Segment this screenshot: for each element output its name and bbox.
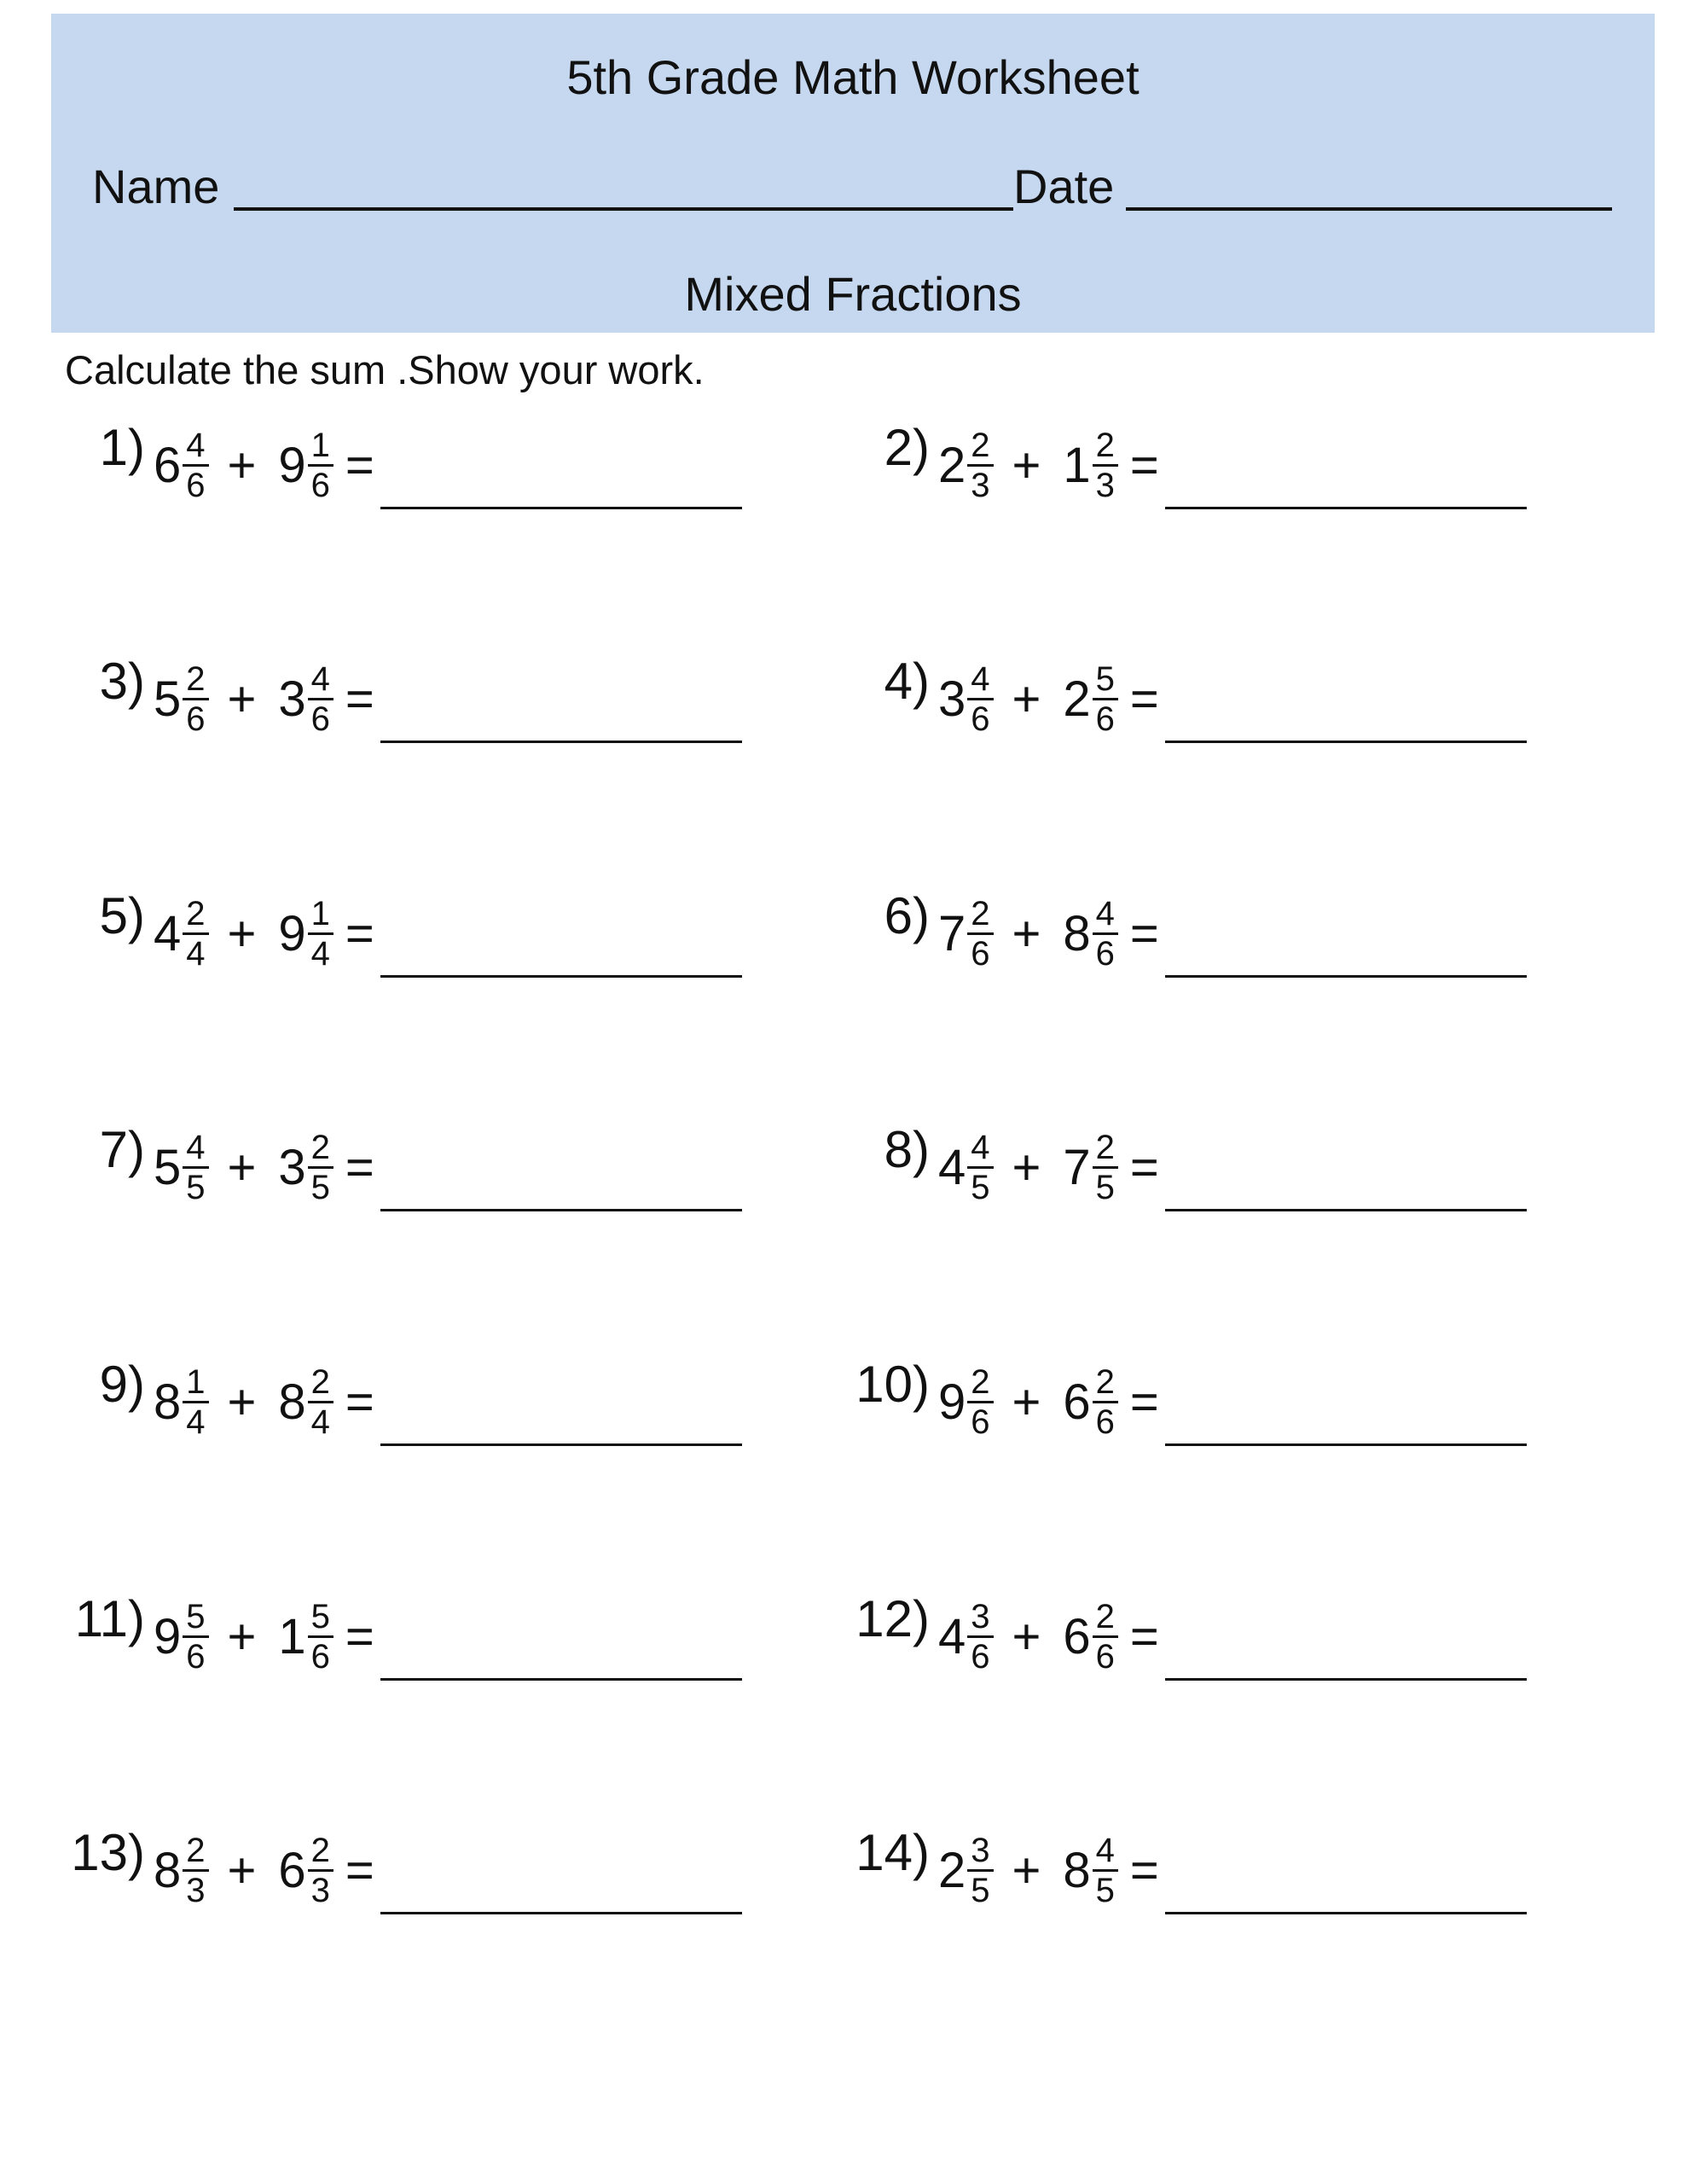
plus-sign: +	[227, 1842, 257, 1898]
whole-part: 8	[1063, 905, 1091, 961]
fraction	[1093, 1365, 1118, 1439]
problem-number: 11)	[74, 1590, 145, 1647]
denominator: 6	[971, 1403, 990, 1441]
answer-line[interactable]	[380, 975, 742, 978]
whole-part: 2	[938, 437, 966, 493]
whole-part: 3	[278, 1139, 306, 1195]
numerator: 1	[308, 428, 333, 467]
problem-number: 3)	[99, 653, 145, 710]
problem-expression	[938, 662, 1159, 736]
numerator: 2	[1093, 1130, 1118, 1169]
mixed-number-first	[154, 1365, 209, 1439]
denominator: 6	[1095, 1638, 1115, 1676]
denominator: 3	[310, 1872, 330, 1909]
fraction	[308, 1600, 333, 1674]
numerator: 4	[967, 662, 993, 700]
equals-sign: =	[345, 1608, 374, 1664]
problem-expression	[938, 1600, 1159, 1674]
answer-line[interactable]	[380, 741, 742, 743]
plus-sign: +	[227, 1374, 257, 1430]
numerator: 2	[1093, 428, 1118, 467]
answer-line[interactable]	[380, 1209, 742, 1211]
fraction	[308, 897, 333, 971]
fraction	[1093, 897, 1118, 971]
answer-line[interactable]	[380, 1443, 742, 1446]
answer-line[interactable]	[380, 507, 742, 509]
fraction	[1093, 1600, 1118, 1674]
name-label: Name	[92, 160, 220, 213]
mixed-number-first	[154, 428, 209, 502]
denominator: 6	[971, 935, 990, 973]
plus-sign: +	[1012, 671, 1041, 727]
fraction	[308, 662, 333, 736]
denominator: 4	[186, 1403, 206, 1441]
numerator: 4	[1093, 897, 1118, 935]
worksheet-title: 5th Grade Math Worksheet	[566, 50, 1140, 104]
problem-13	[0, 1823, 768, 1951]
whole-part: 3	[278, 671, 306, 727]
equals-sign: =	[1129, 1139, 1159, 1195]
mixed-number-first	[938, 1130, 994, 1205]
problem-expression	[154, 1365, 374, 1439]
mixed-number-second	[278, 1833, 333, 1908]
problem-expression	[938, 1365, 1159, 1439]
mixed-number-first	[938, 1600, 994, 1674]
name-field-line[interactable]	[234, 207, 1013, 211]
problem-number: 9)	[99, 1356, 145, 1413]
problem-number: 10)	[855, 1356, 930, 1413]
denominator: 6	[1095, 1403, 1115, 1441]
mixed-number-second	[1063, 1130, 1118, 1205]
numerator: 5	[183, 1600, 208, 1638]
numerator: 4	[308, 662, 333, 700]
problem-number: 7)	[99, 1121, 145, 1178]
fraction	[967, 1130, 993, 1205]
numerator: 2	[967, 428, 993, 467]
numerator: 1	[308, 897, 333, 935]
answer-line[interactable]	[1165, 1678, 1527, 1681]
denominator: 3	[1095, 467, 1115, 504]
plus-sign: +	[1012, 1608, 1041, 1664]
fraction	[967, 1600, 993, 1674]
problem-number: 6)	[884, 887, 930, 944]
plus-sign: +	[227, 437, 257, 493]
fraction	[1093, 662, 1118, 736]
denominator: 6	[310, 1638, 330, 1676]
fraction	[183, 1833, 208, 1908]
whole-part: 3	[938, 671, 966, 727]
numerator: 2	[967, 1365, 993, 1403]
answer-line[interactable]	[1165, 1443, 1527, 1446]
whole-part: 7	[1063, 1139, 1091, 1195]
denominator: 6	[971, 700, 990, 738]
numerator: 2	[308, 1130, 333, 1169]
whole-part: 9	[938, 1374, 966, 1430]
problem-number: 1)	[99, 419, 145, 476]
plus-sign: +	[1012, 1139, 1041, 1195]
fraction	[308, 1365, 333, 1439]
whole-part: 6	[154, 437, 182, 493]
whole-part: 8	[1063, 1842, 1091, 1898]
problem-9	[0, 1355, 768, 1483]
problem-expression	[154, 1833, 374, 1908]
numerator: 1	[183, 1365, 208, 1403]
numerator: 2	[183, 897, 208, 935]
plus-sign: +	[227, 1608, 257, 1664]
whole-part: 1	[1063, 437, 1091, 493]
whole-part: 6	[278, 1842, 306, 1898]
numerator: 2	[183, 1833, 208, 1872]
whole-part: 5	[154, 671, 182, 727]
fraction	[183, 662, 208, 736]
mixed-number-first	[938, 1365, 994, 1439]
fraction	[967, 662, 993, 736]
fraction	[1093, 1130, 1118, 1205]
problem-expression	[938, 897, 1159, 971]
numerator: 4	[183, 1130, 208, 1169]
mixed-number-second	[278, 897, 333, 971]
problem-number: 5)	[99, 887, 145, 944]
problem-12	[785, 1589, 1552, 1717]
whole-part: 1	[278, 1608, 306, 1664]
problem-expression	[154, 428, 374, 502]
instructions-text: Calculate the sum .Show your work.	[65, 347, 705, 392]
fraction	[967, 897, 993, 971]
equals-sign: =	[345, 1139, 374, 1195]
equals-sign: =	[345, 1842, 374, 1898]
mixed-number-first	[938, 662, 994, 736]
answer-line[interactable]	[380, 1678, 742, 1681]
fraction	[183, 1130, 208, 1205]
fraction	[183, 1600, 208, 1674]
denominator: 3	[186, 1872, 206, 1909]
mixed-number-second	[278, 1600, 333, 1674]
problem-11	[0, 1589, 768, 1717]
numerator: 5	[1093, 662, 1118, 700]
numerator: 4	[967, 1130, 993, 1169]
worksheet-subtitle: Mixed Fractions	[684, 267, 1022, 321]
whole-part: 6	[1063, 1608, 1091, 1664]
problem-number: 2)	[884, 419, 930, 476]
mixed-number-second	[278, 662, 333, 736]
equals-sign: =	[345, 905, 374, 961]
denominator: 6	[1095, 935, 1115, 973]
fraction	[183, 1365, 208, 1439]
fraction	[1093, 1833, 1118, 1908]
answer-line[interactable]	[1165, 975, 1527, 978]
denominator: 5	[971, 1872, 990, 1909]
whole-part: 8	[278, 1374, 306, 1430]
mixed-number-second	[1063, 428, 1118, 502]
problem-expression	[938, 1833, 1159, 1908]
numerator: 4	[183, 428, 208, 467]
equals-sign: =	[345, 671, 374, 727]
denominator: 6	[186, 700, 206, 738]
fraction	[308, 1130, 333, 1205]
numerator: 2	[183, 662, 208, 700]
denominator: 5	[310, 1169, 330, 1206]
mixed-number-second	[1063, 897, 1118, 971]
denominator: 4	[310, 1403, 330, 1441]
problem-6	[785, 886, 1552, 1014]
mixed-number-first	[154, 897, 209, 971]
whole-part: 5	[154, 1139, 182, 1195]
equals-sign: =	[1129, 1842, 1159, 1898]
whole-part: 9	[278, 905, 306, 961]
denominator: 5	[971, 1169, 990, 1206]
answer-line[interactable]	[1165, 741, 1527, 743]
mixed-number-first	[938, 1833, 994, 1908]
problem-number: 4)	[884, 653, 930, 710]
fraction	[183, 897, 208, 971]
fraction	[967, 428, 993, 502]
plus-sign: +	[227, 905, 257, 961]
equals-sign: =	[1129, 437, 1159, 493]
whole-part: 4	[938, 1139, 966, 1195]
fraction	[1093, 428, 1118, 502]
mixed-number-second	[278, 428, 333, 502]
problem-expression	[154, 1130, 374, 1205]
whole-part: 9	[278, 437, 306, 493]
whole-part: 8	[154, 1374, 182, 1430]
problem-expression	[938, 428, 1159, 502]
problem-number: 13)	[71, 1824, 145, 1881]
plus-sign: +	[1012, 905, 1041, 961]
mixed-number-first	[154, 662, 209, 736]
fraction	[967, 1365, 993, 1439]
whole-part: 6	[1063, 1374, 1091, 1430]
mixed-number-second	[278, 1365, 333, 1439]
mixed-number-second	[1063, 1600, 1118, 1674]
answer-line[interactable]	[1165, 1209, 1527, 1211]
mixed-number-first	[154, 1833, 209, 1908]
answer-line[interactable]	[380, 1912, 742, 1914]
denominator: 3	[971, 467, 990, 504]
denominator: 6	[971, 1638, 990, 1676]
whole-part: 8	[154, 1842, 182, 1898]
mixed-number-second	[1063, 1833, 1118, 1908]
numerator: 2	[1093, 1600, 1118, 1638]
numerator: 2	[967, 897, 993, 935]
mixed-number-first	[154, 1600, 209, 1674]
mixed-number-first	[938, 428, 994, 502]
problem-number: 8)	[884, 1121, 930, 1178]
denominator: 5	[1095, 1872, 1115, 1909]
denominator: 4	[186, 935, 206, 973]
whole-part: 2	[1063, 671, 1091, 727]
answer-line[interactable]	[1165, 1912, 1527, 1914]
whole-part: 2	[938, 1842, 966, 1898]
denominator: 6	[1095, 700, 1115, 738]
fraction	[308, 428, 333, 502]
denominator: 6	[310, 467, 330, 504]
problem-expression	[154, 1600, 374, 1674]
whole-part: 4	[938, 1608, 966, 1664]
mixed-number-first	[154, 1130, 209, 1205]
denominator: 5	[1095, 1169, 1115, 1206]
equals-sign: =	[1129, 1374, 1159, 1430]
plus-sign: +	[1012, 437, 1041, 493]
mixed-number-second	[278, 1130, 333, 1205]
plus-sign: +	[227, 1139, 257, 1195]
denominator: 6	[310, 700, 330, 738]
equals-sign: =	[1129, 671, 1159, 727]
equals-sign: =	[345, 437, 374, 493]
problem-expression	[154, 662, 374, 736]
fraction	[183, 428, 208, 502]
plus-sign: +	[1012, 1374, 1041, 1430]
whole-part: 4	[154, 905, 182, 961]
fraction	[308, 1833, 333, 1908]
numerator: 5	[308, 1600, 333, 1638]
plus-sign: +	[1012, 1842, 1041, 1898]
problem-4	[785, 652, 1552, 780]
equals-sign: =	[1129, 905, 1159, 961]
numerator: 2	[1093, 1365, 1118, 1403]
numerator: 2	[308, 1365, 333, 1403]
mixed-number-second	[1063, 662, 1118, 736]
problem-expression	[154, 897, 374, 971]
mixed-number-first	[938, 897, 994, 971]
problem-2	[785, 418, 1552, 546]
denominator: 5	[186, 1169, 206, 1206]
numerator: 2	[308, 1833, 333, 1872]
problem-number: 14)	[855, 1824, 930, 1881]
problem-10	[785, 1355, 1552, 1483]
problem-5	[0, 886, 768, 1014]
equals-sign: =	[1129, 1608, 1159, 1664]
whole-part: 7	[938, 905, 966, 961]
worksheet-header	[51, 14, 1655, 333]
fraction	[967, 1833, 993, 1908]
problem-expression	[938, 1130, 1159, 1205]
problem-8	[785, 1120, 1552, 1248]
mixed-number-second	[1063, 1365, 1118, 1439]
whole-part: 9	[154, 1608, 182, 1664]
date-field-line[interactable]	[1126, 207, 1612, 211]
denominator: 6	[186, 467, 206, 504]
denominator: 4	[310, 935, 330, 973]
numerator: 3	[967, 1600, 993, 1638]
denominator: 6	[186, 1638, 206, 1676]
problem-3	[0, 652, 768, 780]
plus-sign: +	[227, 671, 257, 727]
numerator: 3	[967, 1833, 993, 1872]
date-label: Date	[1013, 160, 1115, 213]
answer-line[interactable]	[1165, 507, 1527, 509]
problem-14	[785, 1823, 1552, 1951]
equals-sign: =	[345, 1374, 374, 1430]
numerator: 4	[1093, 1833, 1118, 1872]
problem-1	[0, 418, 768, 546]
problem-7	[0, 1120, 768, 1248]
problem-number: 12)	[855, 1590, 930, 1647]
